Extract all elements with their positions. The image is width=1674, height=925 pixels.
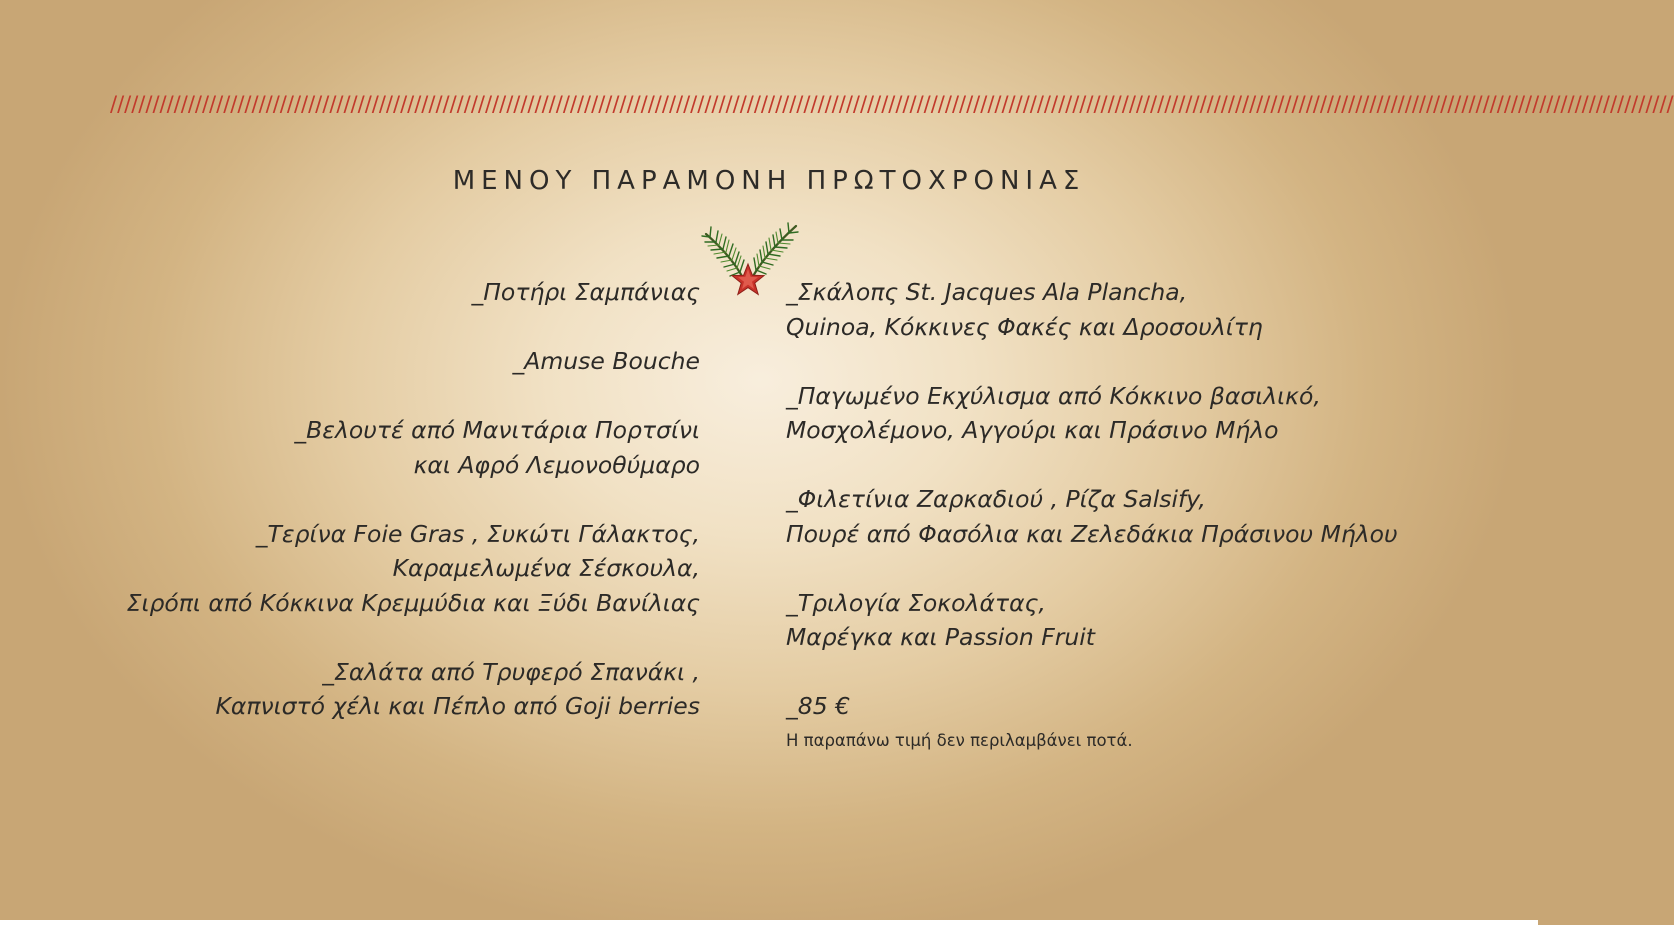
menu-item <box>786 586 1466 655</box>
menu-item-line: _Σκάλοπς St. Jacques Ala Plancha, <box>786 278 1188 306</box>
menu-item-line: _Τερίνα Foie Gras , Συκώτι Γάλακτος, <box>255 519 700 548</box>
menu-left-column <box>80 275 700 758</box>
menu-item-line: και Αφρό Λεμονοθύμαρο <box>413 450 700 479</box>
menu-item <box>80 275 700 310</box>
menu-item-line: _Ποτήρι Σαμπάνιας <box>471 278 700 306</box>
menu-item-line: _Φιλετίνια Ζαρκαδιού , Ρίζα Salsify, <box>786 485 1206 513</box>
menu-item-line: Πουρέ από Φασόλια και Ζελεδάκια Πράσινου Μήλου <box>786 519 1398 548</box>
menu-item <box>80 413 700 482</box>
menu-item-line: Καραμελωμένα Σέσκουλα, <box>392 554 700 582</box>
decorative-slash-rule: ///////////////////////////////////////////////////////////////////////////////////////////////////////////////////////////////////////////////////////////////////////////////////////////////////////////////////////////// <box>110 92 1674 116</box>
menu-item <box>80 655 700 724</box>
menu-price <box>786 689 1466 752</box>
menu-item-line: _Σαλάτα από Τρυφερό Σπανάκι , <box>322 657 700 686</box>
menu-item <box>80 517 700 621</box>
menu-right-column <box>786 275 1466 752</box>
menu-item-line: Μοσχολέμονο, Αγγούρι και Πράσινο Μήλο <box>786 416 1279 444</box>
menu-item-line: _Βελουτέ από Μανιτάρια Πορτσίνι <box>294 416 700 444</box>
menu-item-line: Quinoa, Κόκκινες Φακές και Δροσουλίτη <box>786 312 1263 341</box>
menu-item-line: Σιρόπι από Κόκκινα Κρεμμύδια και Ξύδι Βανίλιας <box>126 588 700 617</box>
menu-item-line: Μαρέγκα και Passion Fruit <box>786 623 1096 651</box>
price-value: _85 € <box>786 692 851 720</box>
bottom-border <box>0 920 1538 925</box>
pine-branch-star-icon <box>700 212 800 306</box>
menu-item-line: _Amuse Bouche <box>512 347 700 375</box>
price-note: Η παραπάνω τιμή δεν περιλαμβάνει ποτά. <box>786 730 1133 750</box>
menu-item <box>80 344 700 379</box>
menu-item <box>786 482 1466 551</box>
menu-item-line: Καπνιστό χέλι και Πέπλο από Goji berries <box>215 692 700 720</box>
menu-item-line: _Παγωμένο Εκχύλισμα από Κόκκινο βασιλικό, <box>786 381 1321 410</box>
menu-item-line: _Τριλογία Σοκολάτας, <box>786 588 1046 617</box>
menu-title: ΜΕΝΟΥ ΠΑΡΑΜΟΝΗ ΠΡΩΤΟΧΡΟΝΙΑΣ <box>452 166 1086 196</box>
menu-item <box>786 379 1466 448</box>
menu-item <box>786 275 1466 344</box>
